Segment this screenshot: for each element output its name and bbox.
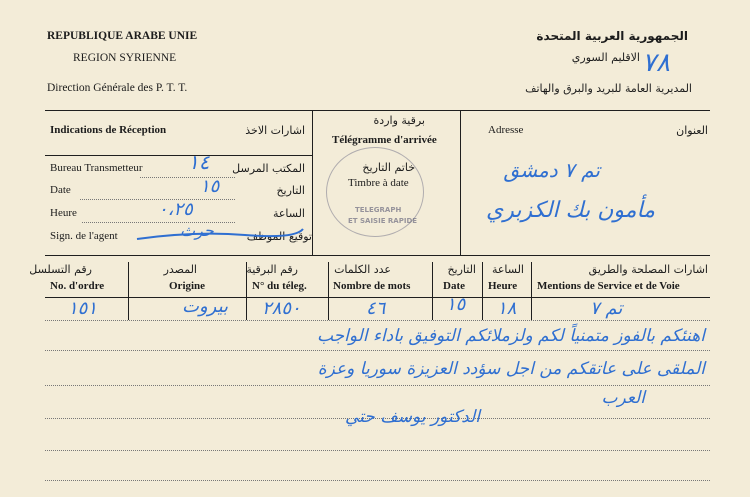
col-fr-hour: Heure bbox=[488, 280, 518, 292]
value-date: ١٥ bbox=[446, 294, 466, 315]
col-div-5 bbox=[482, 262, 483, 320]
col-fr-service: Mentions de Service et de Voie bbox=[537, 280, 680, 292]
stamp-label-ar: خاتم التاريخ bbox=[362, 161, 415, 174]
message-signature: الدكتور يوسف حتي bbox=[344, 407, 480, 427]
address-label-ar: العنوان bbox=[676, 124, 708, 137]
message-line-2 bbox=[45, 350, 710, 351]
title-ar: برقية واردة bbox=[373, 114, 425, 127]
header-direction: Direction Générale des P. T. T. bbox=[47, 82, 188, 94]
message-line-6 bbox=[45, 480, 710, 481]
col-ar-order: رقم التسلسل bbox=[29, 263, 92, 276]
heure-label: Heure bbox=[50, 207, 77, 219]
col-ar-telegram-no: رقم البرقية bbox=[246, 263, 298, 276]
header-region: REGION SYRIENNE bbox=[73, 52, 177, 64]
header-republic: REPUBLIQUE ARABE UNIE bbox=[47, 30, 198, 42]
rule-reception-header bbox=[45, 155, 312, 156]
header-region-ar: الاقليم السوري bbox=[571, 51, 640, 64]
bureau-label-ar: المكتب المرسل bbox=[232, 162, 305, 175]
bureau-label: Bureau Transmetteur bbox=[50, 162, 143, 174]
message-text-3: العرب bbox=[601, 388, 645, 408]
message-line-1 bbox=[45, 320, 710, 321]
bureau-value: ١٤ bbox=[188, 150, 210, 174]
value-words: ٤٦ bbox=[366, 298, 386, 319]
col-fr-order: No. d'ordre bbox=[50, 280, 105, 292]
message-text-1: اهنئكم بالفوز متمنياً لكم ولزملائكم التوفيق باداء الواجب bbox=[316, 326, 705, 346]
stamp-text-2: ET SAISIE RAPIDE bbox=[348, 217, 418, 225]
col-div-6 bbox=[531, 262, 532, 320]
heure-value: ٠،٢٥ bbox=[158, 199, 193, 220]
header-direction-ar: المديرية العامة للبريد والبرق والهاتف bbox=[525, 82, 692, 95]
rule-top bbox=[45, 110, 710, 111]
col-div-1 bbox=[128, 262, 129, 320]
title-fr: Télégramme d'arrivée bbox=[332, 134, 437, 146]
col-ar-hour: الساعة bbox=[491, 263, 524, 276]
value-hour: ١٨ bbox=[497, 298, 517, 319]
address-city: تم ٧ دمشق bbox=[503, 158, 600, 182]
date-value: ١٥ bbox=[200, 176, 220, 197]
col-ar-service: اشارات المصلحة والطريق bbox=[588, 263, 708, 276]
message-line-5 bbox=[45, 450, 710, 451]
value-order: ١٥١ bbox=[68, 298, 98, 319]
divider-left bbox=[312, 110, 313, 255]
col-div-3 bbox=[328, 262, 329, 320]
reception-label: Indications de Réception bbox=[50, 124, 167, 136]
col-ar-origin: المصدر bbox=[163, 263, 197, 276]
agent-signature: حرث bbox=[180, 221, 214, 240]
col-fr-telegram-no: N° du téleg. bbox=[252, 280, 307, 292]
message-line-3 bbox=[45, 385, 710, 386]
date-label-ar: التاريخ bbox=[276, 184, 305, 197]
agent-label: Sign. de l'agent bbox=[50, 230, 118, 242]
date-label: Date bbox=[50, 184, 71, 196]
col-ar-date: التاريخ bbox=[447, 263, 476, 276]
col-fr-origin: Origine bbox=[169, 280, 206, 292]
handwritten-file-number: ٧٨ bbox=[642, 48, 670, 78]
message-text-2: الملقى على عاتقكم من اجل سؤدد العزيزة سوريا وعزة bbox=[317, 359, 705, 379]
reception-label-ar: اشارات الاخذ bbox=[245, 124, 305, 137]
heure-label-ar: الساعة bbox=[272, 207, 305, 220]
bureau-dots bbox=[140, 177, 235, 178]
address-label: Adresse bbox=[488, 124, 524, 136]
divider-right bbox=[460, 110, 461, 255]
col-fr-date: Date bbox=[443, 280, 465, 292]
value-telegram-no: ٢٨٥٠ bbox=[262, 298, 301, 319]
agent-signature-stroke bbox=[135, 225, 305, 245]
col-ar-words: عدد الكلمات bbox=[334, 263, 391, 276]
agent-label-ar: توقيع الموظف bbox=[246, 230, 312, 243]
rule-middle bbox=[45, 255, 710, 256]
col-fr-words: Nombre de mots bbox=[333, 280, 411, 292]
value-origin: بيروت bbox=[182, 296, 229, 317]
value-service: تم ٧ bbox=[590, 298, 623, 319]
address-recipient: مأمون بك الكزبري bbox=[485, 198, 655, 223]
stamp-label-fr: Timbre à date bbox=[348, 177, 409, 189]
stamp-text-1: TELEGRAPH bbox=[355, 206, 402, 214]
header-republic-ar: الجمهورية العربية المتحدة bbox=[536, 29, 688, 43]
col-div-4 bbox=[432, 262, 433, 320]
